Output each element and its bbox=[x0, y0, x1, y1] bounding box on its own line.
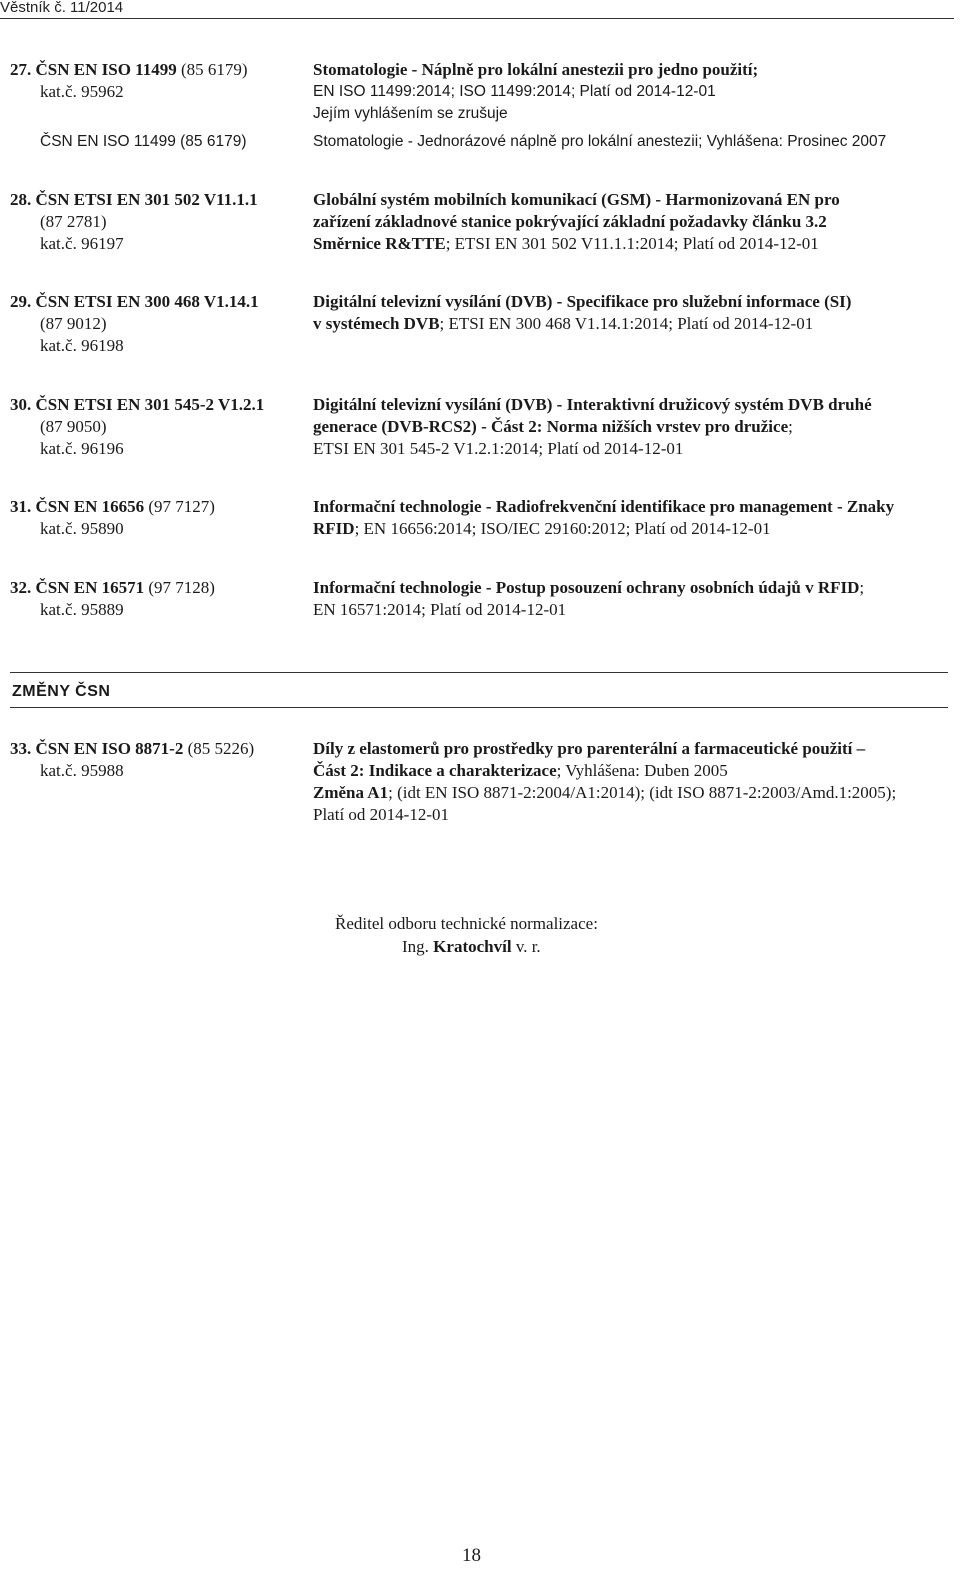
catalog-number: kat.č. 96197 bbox=[40, 234, 124, 253]
entry-number: 29. bbox=[10, 292, 32, 311]
entry-identifiers bbox=[10, 394, 300, 460]
entry-identifiers bbox=[10, 577, 300, 621]
classification: (85 5226) bbox=[187, 739, 255, 758]
catalog-number: kat.č. 96198 bbox=[40, 336, 124, 355]
signatory-surname: Kratochvíl bbox=[433, 937, 512, 956]
catalog-number: kat.č. 95889 bbox=[40, 600, 124, 619]
standard-reference: ETSI EN 301 545-2 V1.2.1:2014; Platí od 2014-12-01 bbox=[313, 439, 684, 458]
classification: (97 7128) bbox=[148, 578, 215, 597]
entry-identifiers bbox=[10, 496, 300, 540]
standard-code: ČSN ETSI EN 300 468 V1.14.1 bbox=[35, 292, 259, 311]
entry-description bbox=[313, 59, 953, 125]
journal-title: Věstník č. 11/2014 bbox=[0, 0, 124, 16]
catalog-number: kat.č. 95988 bbox=[40, 761, 124, 780]
standard-code: ČSN ETSI EN 301 502 V11.1.1 bbox=[35, 190, 258, 209]
entry-description: Informační technologie - Postup posouzení ochrany osobních údajů v RFID; EN 16571:2014; Platí od 2014-12-01 bbox=[313, 577, 953, 621]
entry-description bbox=[313, 189, 953, 255]
classification: (87 2781) bbox=[40, 212, 107, 231]
standard-title-part: Část 2: Indikace a charakterizace bbox=[313, 761, 557, 780]
standard-reference: ; EN 16656:2014; ISO/IEC 29160:2012; Platí od 2014-12-01 bbox=[354, 519, 771, 538]
catalog-number: kat.č. 95962 bbox=[40, 82, 124, 101]
standard-code: ČSN EN ISO 11499 bbox=[35, 60, 177, 79]
standard-title-end: RFID bbox=[313, 519, 355, 538]
standard-title-end: Směrnice R&TTE bbox=[313, 234, 446, 253]
standard-title-end: generace (DVB-RCS2) - Část 2: Norma nižších vrstev pro družice bbox=[313, 417, 789, 436]
standard-title: Díly z elastomerů pro prostředky pro parenterální a farmaceutické použití – bbox=[313, 739, 866, 758]
standard-title: Globální systém mobilních komunikací (GSM) - Harmonizovaná EN pro bbox=[313, 190, 840, 209]
section-header bbox=[10, 672, 948, 708]
standard-code: ČSN EN ISO 8871-2 bbox=[35, 739, 184, 758]
standard-code: ČSN ETSI EN 301 545-2 V1.2.1 bbox=[35, 395, 265, 414]
entry-identifiers bbox=[10, 189, 300, 255]
entry-description bbox=[313, 496, 953, 540]
entry-identifiers bbox=[10, 59, 300, 103]
page-number: 18 bbox=[462, 1545, 481, 1566]
entry-number: 27. bbox=[10, 60, 32, 79]
entry-number: 30. bbox=[10, 395, 32, 414]
entry-identifiers bbox=[10, 738, 300, 782]
catalog-number: kat.č. 95890 bbox=[40, 519, 124, 538]
standard-title: Digitální televizní vysílání (DVB) - Interaktivní družicový systém DVB druhé bbox=[313, 395, 872, 414]
entry-description: Digitální televizní vysílání (DVB) - Interaktivní družicový systém DVB druhé generace (DVB-RCS2) - Část 2: Norma nižších vrstev pro družice; ETSI EN 301 545-2 V1.2.1:2014; Platí od 2014-12-01 bbox=[313, 394, 953, 460]
signatory-role: Ředitel odboru technické normalizace: bbox=[335, 914, 598, 933]
standard-title-cont: zařízení základnové stanice pokrývající základní požadavky článku 3.2 bbox=[313, 212, 827, 231]
signatory-name: Ing. Kratochvíl v. r. bbox=[402, 937, 541, 956]
classification: (97 7127) bbox=[148, 497, 215, 516]
signature-block bbox=[335, 913, 735, 959]
standard-title: Digitální televizní vysílání (DVB) - Specifikace pro služební informace (SI) bbox=[313, 292, 852, 311]
standard-reference: ; ETSI EN 300 468 V1.14.1:2014; Platí od 2014-12-01 bbox=[439, 314, 814, 333]
catalog-number: kat.č. 96196 bbox=[40, 439, 124, 458]
entry-description bbox=[313, 291, 953, 335]
standard-reference: EN 16571:2014; Platí od 2014-12-01 bbox=[313, 600, 567, 619]
amendment-label: Změna A1 bbox=[313, 783, 389, 802]
entry-number: 31. bbox=[10, 497, 32, 516]
entry-description bbox=[313, 738, 953, 826]
page-header bbox=[0, 0, 954, 19]
replaced-standard-title: Stomatologie - Jednorázové náplně pro lokální anestezii; Vyhlášena: Prosinec 2007 bbox=[313, 133, 887, 150]
entry-number: 32. bbox=[10, 578, 32, 597]
standard-reference: ; ETSI EN 301 502 V11.1.1:2014; Platí od 2014-12-01 bbox=[445, 234, 819, 253]
classification: (87 9050) bbox=[40, 417, 107, 436]
section-title: ZMĚNY ČSN bbox=[12, 683, 111, 700]
standard-reference: EN ISO 11499:2014; ISO 11499:2014; Platí od 2014-12-01 bbox=[313, 83, 716, 100]
replacement-note: Jejím vyhlášením se zrušuje bbox=[313, 105, 508, 122]
standard-title: Stomatologie - Náplně pro lokální anestezii pro jedno použití; bbox=[313, 60, 759, 79]
amendment-reference: ; (idt EN ISO 8871-2:2004/A1:2014); (idt ISO 8871-2:2003/Amd.1:2005); bbox=[388, 783, 897, 802]
standard-title: Informační technologie - Radiofrekvenční identifikace pro management - Znaky bbox=[313, 497, 895, 516]
standard-code: ČSN EN 16571 bbox=[35, 578, 145, 597]
standard-title: Informační technologie - Postup posouzení ochrany osobních údajů v RFID bbox=[313, 578, 860, 597]
entry-identifiers bbox=[10, 291, 300, 357]
classification: (85 6179) bbox=[180, 60, 248, 79]
entry-number: 33. bbox=[10, 739, 32, 758]
replaced-standard-code: ČSN EN ISO 11499 (85 6179) bbox=[40, 133, 247, 150]
standard-title-end: v systémech DVB bbox=[313, 314, 440, 333]
validity-date: Platí od 2014-12-01 bbox=[313, 805, 449, 824]
standard-code: ČSN EN 16656 bbox=[35, 497, 145, 516]
announcement-info: ; Vyhlášena: Duben 2005 bbox=[556, 761, 728, 780]
classification: (87 9012) bbox=[40, 314, 107, 333]
entry-number: 28. bbox=[10, 190, 32, 209]
